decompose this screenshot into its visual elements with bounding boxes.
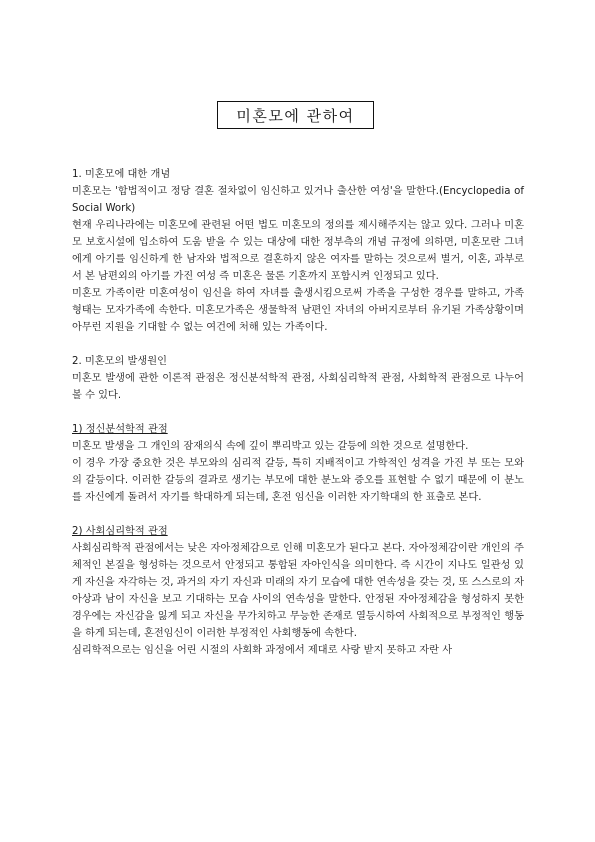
paragraph: 심리학적으로는 임신을 어린 시절의 사회화 과정에서 제대로 사랑 받지 못하고 자란 사: [72, 645, 453, 656]
paragraph: 사회심리학적 관점에서는 낮은 자아정체감으로 인해 미혼모가 된다고 본다. 자아정체감이란 개인의 주체적인 본질을 형성하는 것으로서 안정되고 통합된 자아인식을 의미한다. 즉 시간이 지나도 일관성 있게 자신을 자각하는 것, 과거의 자기 자신과 미래의 자기 모습에 대한 연속성을 갖는 것, 또 스스로의 자아상과 남이 자신을 보고 기대하는 모습 사이의 연속성을 말한다. 안정된 자아정체감을 형성하지 못한 경우에는 자신감을 잃게 되고 자신을 무가치하고 무능한 존재로 열등시하여 사회적으로 부정적인 행동을 하게 되는데, 혼전임신이 이러한 부정적인 사회행동에 속한다.: [72, 543, 524, 639]
document-body: [72, 166, 524, 659]
paragraph: 이 경우 가장 중요한 것은 부모와의 심리적 갈등, 특히 지배적이고 가학적인 성격을 가진 부 또는 모와의 갈등이다. 이러한 갈등의 결과로 생기는 부모에 대한 분노와 증오를 표현할 수 없기 때문에 이 분노를 자신에게 돌려서 자기를 학대하게 되는데, 혼전 임신을 이러한 자기학대의 한 표출로 본다.: [72, 458, 524, 503]
paragraph: 미혼모 발생에 관한 이론적 관점은 정신분석학적 관점, 사회심리학적 관점, 사회학적 관점으로 나누어 볼 수 있다.: [72, 373, 524, 401]
subheading-social-psychological: 2) 사회심리학적 관점: [72, 526, 168, 537]
paragraph: 미혼모 가족이란 미혼여성이 임신을 하여 자녀를 출생시킴으로써 가족을 구성한 경우를 말하고, 가족형태는 모자가족에 속한다. 미혼모가족은 생물학적 남편인 자녀의 아버지로부터 유기된 가족상황이며 아무런 지원을 기대할 수 없는 여건에 처해 있는 가족이다.: [72, 288, 524, 333]
subheading-psychoanalytic: 1) 정신분석학적 관점: [72, 424, 168, 435]
section-heading-causes: 2. 미혼모의 발생원인: [72, 356, 167, 367]
paragraph: 현재 우리나라에는 미혼모에 관련된 어떤 법도 미혼모의 정의를 제시해주지는 않고 있다. 그러나 미혼모 보호시설에 입소하여 도움 받을 수 있는 대상에 대한 정부측의 개념 규정에 의하면, 미혼모란 그녀에게 아기를 임신하게 한 남자와 법적으로 결혼하지 않은 여자를 말하는 것으로써 별거, 이혼, 과부로서 본 남편외의 아기를 가진 여성 즉 미혼은 물론 기혼까지 포함시켜 인정되고 있다.: [72, 220, 524, 282]
paragraph: 미혼모 발생을 그 개인의 잠재의식 속에 깊이 뿌리박고 있는 갈등에 의한 것으로 설명한다.: [72, 441, 469, 452]
section-heading-concept: 1. 미혼모에 대한 개념: [72, 169, 171, 180]
spacer: [72, 336, 524, 353]
document-title: 미혼모에 관하여: [217, 101, 374, 129]
spacer: [72, 506, 524, 523]
paragraph: 미혼모는 '합법적이고 정당 결혼 절차없이 임신하고 있거나 출산한 여성'을 말한다.(Encyclopedia of Social Work): [72, 186, 524, 214]
spacer: [72, 404, 524, 421]
